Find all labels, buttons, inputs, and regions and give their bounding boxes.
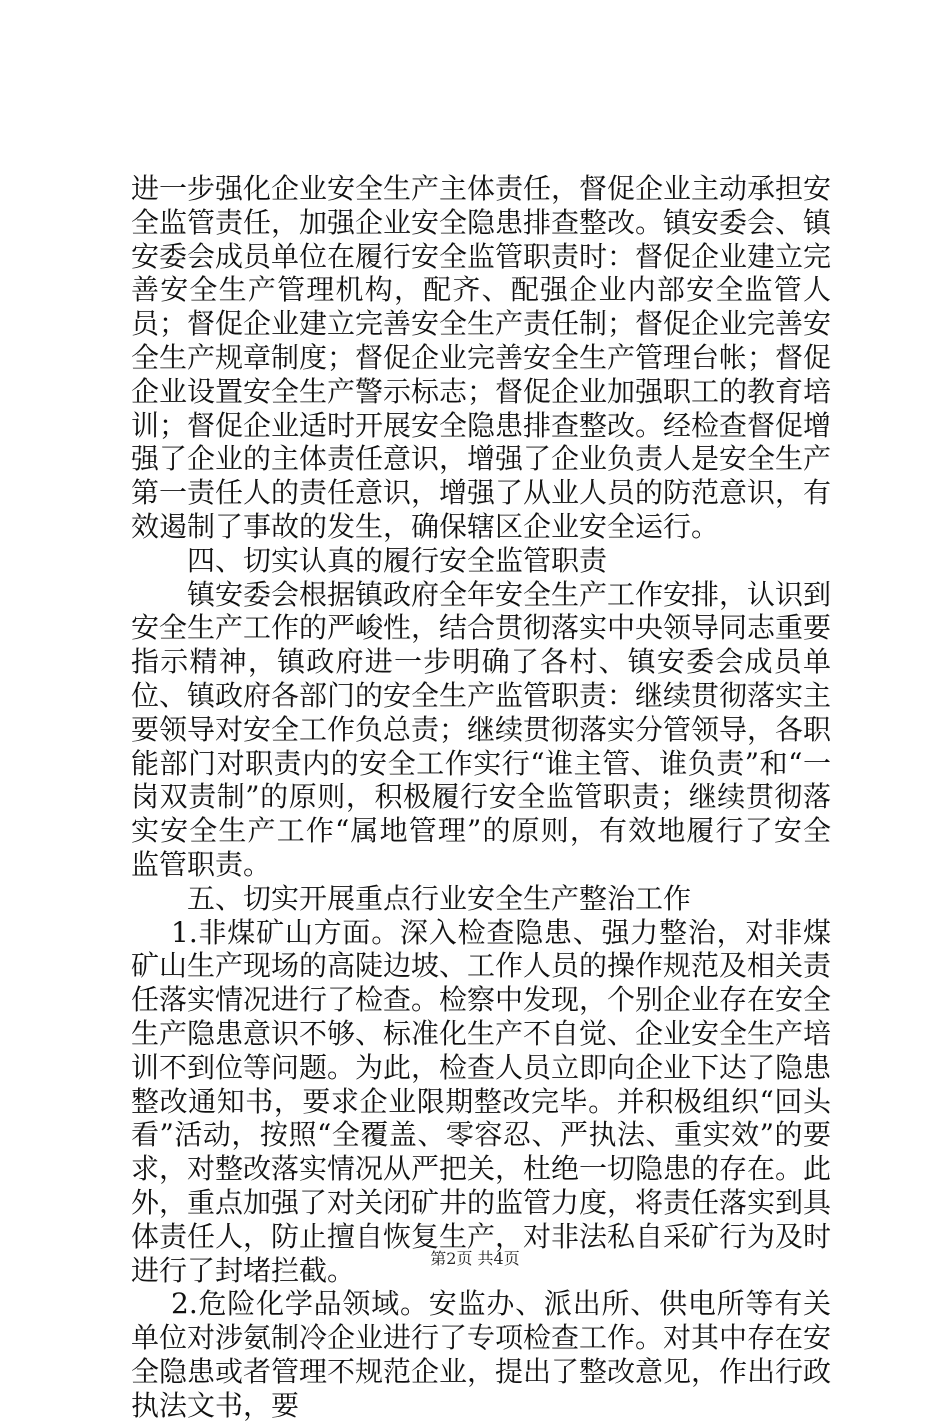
paragraph-section-4: 镇安委会根据镇政府全年安全生产工作安排，认识到安全生产工作的严峻性，结合贯彻落实中央领导同志重要指示精神，镇政府进一步明确了各村、镇安委会成员单位、镇政府各部门的安全生产监管职责：继续贯彻落实主要领导对安全工作负总责；继续贯彻落实分管领导，各职能部门对职责内的安全工作实行“谁主管、谁负责”和“一岗双责制”的原则，积极履行安全监管职责；继续贯彻落实安全生产工作“属地管理”的原则，有效地履行了安全监管职责。: [131, 577, 832, 881]
list-item-1: 1.非煤矿山方面。深入检查隐患、强力整治，对非煤矿山生产现场的高陡边坡、工作人员的操作规范及相关责任落实情况进行了检查。检察中发现，个别企业存在安全生产隐患意识不够、标准化生产不自觉、企业安全生产培训不到位等问题。为此，检查人员立即向企业下达了隐患整改通知书，要求企业限期整改完毕。并积极组织“回头看”活动，按照“全覆盖、零容忍、严执法、重实效”的要求，对整改落实情况从严把关，杜绝一切隐患的存在。此外，重点加强了对关闭矿井的监管力度，将责任落实到具体责任人，防止擅自恢复生产，对非法私自采矿行为及时进行了封堵拦截。: [131, 915, 832, 1287]
page-footer: [0, 1246, 950, 1269]
section-heading-4: 四、切实认真的履行安全监管职责: [187, 543, 608, 577]
document-body: [131, 172, 831, 1422]
list-item-2: 2.危险化学品领域。安监办、派出所、供电所等有关单位对涉氨制冷企业进行了专项检查工作。对其中存在安全隐患或者管理不规范企业，提出了整改意见，作出行政执法文书，要: [131, 1287, 832, 1422]
paragraph-continued: 进一步强化企业安全生产主体责任，督促企业主动承担安全监管责任，加强企业安全隐患排查整改。镇安委会、镇安委会成员单位在履行安全监管职责时：督促企业建立完善安全生产管理机构，配齐、配强企业内部安全监管人员；督促企业建立完善安全生产责任制；督促企业完善安全生产规章制度；督促企业完善安全生产管理台帐；督促企业设置安全生产警示标志；督促企业加强职工的教育培训；督促企业适时开展安全隐患排查整改。经检查督促增强了企业的主体责任意识，增强了企业负责人是安全生产第一责任人的责任意识，增强了从业人员的防范意识，有效遏制了事故的发生，确保辖区企业安全运行。: [131, 172, 832, 543]
section-heading-5: 五、切实开展重点行业安全生产整治工作: [187, 881, 692, 915]
page-number: 第2页 共4页: [430, 1249, 520, 1268]
